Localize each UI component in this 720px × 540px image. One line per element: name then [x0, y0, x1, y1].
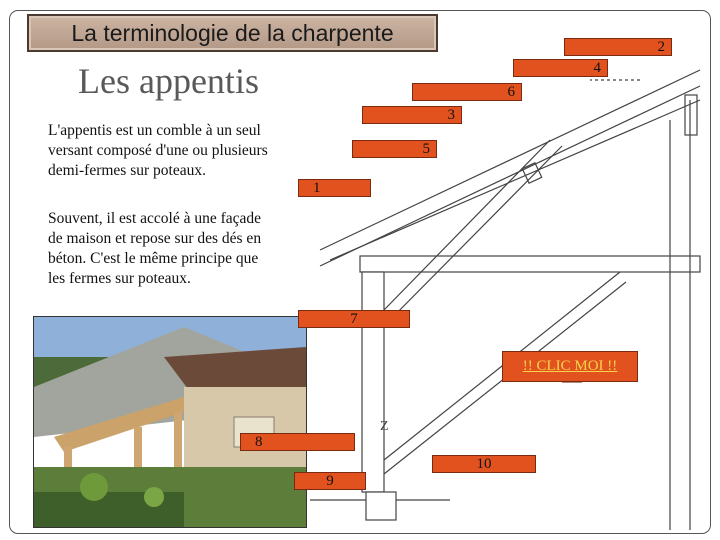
clic-moi-link[interactable]: !! CLIC MOI !!: [502, 351, 638, 382]
title-banner: [27, 14, 438, 52]
label-1[interactable]: 1: [298, 179, 371, 197]
label-2[interactable]: 2: [564, 38, 672, 56]
slide-subtitle: Les appentis: [78, 61, 259, 101]
label-10[interactable]: 10: [432, 455, 536, 473]
label-4[interactable]: 4: [513, 59, 608, 77]
appentis-photo: [33, 316, 307, 528]
label-3[interactable]: 3: [362, 106, 462, 124]
label-5[interactable]: 5: [352, 140, 437, 158]
label-8[interactable]: 8: [240, 433, 355, 451]
description-paragraph-1: L'appentis est un comble à un seul versant composé d'une ou plusieurs demi-fermes sur poteaux.: [48, 122, 268, 179]
description-paragraph-2: Souvent, il est accolé à une façade de maison et repose sur des dés en béton. C'est le même principe que les fermes sur poteaux.: [48, 210, 262, 287]
label-7[interactable]: 7: [298, 310, 410, 328]
label-6[interactable]: 6: [412, 83, 522, 101]
label-9[interactable]: 9: [294, 472, 366, 490]
drawing-letter: Z: [380, 419, 389, 434]
slide-title: La terminologie de la charpente: [71, 20, 394, 46]
